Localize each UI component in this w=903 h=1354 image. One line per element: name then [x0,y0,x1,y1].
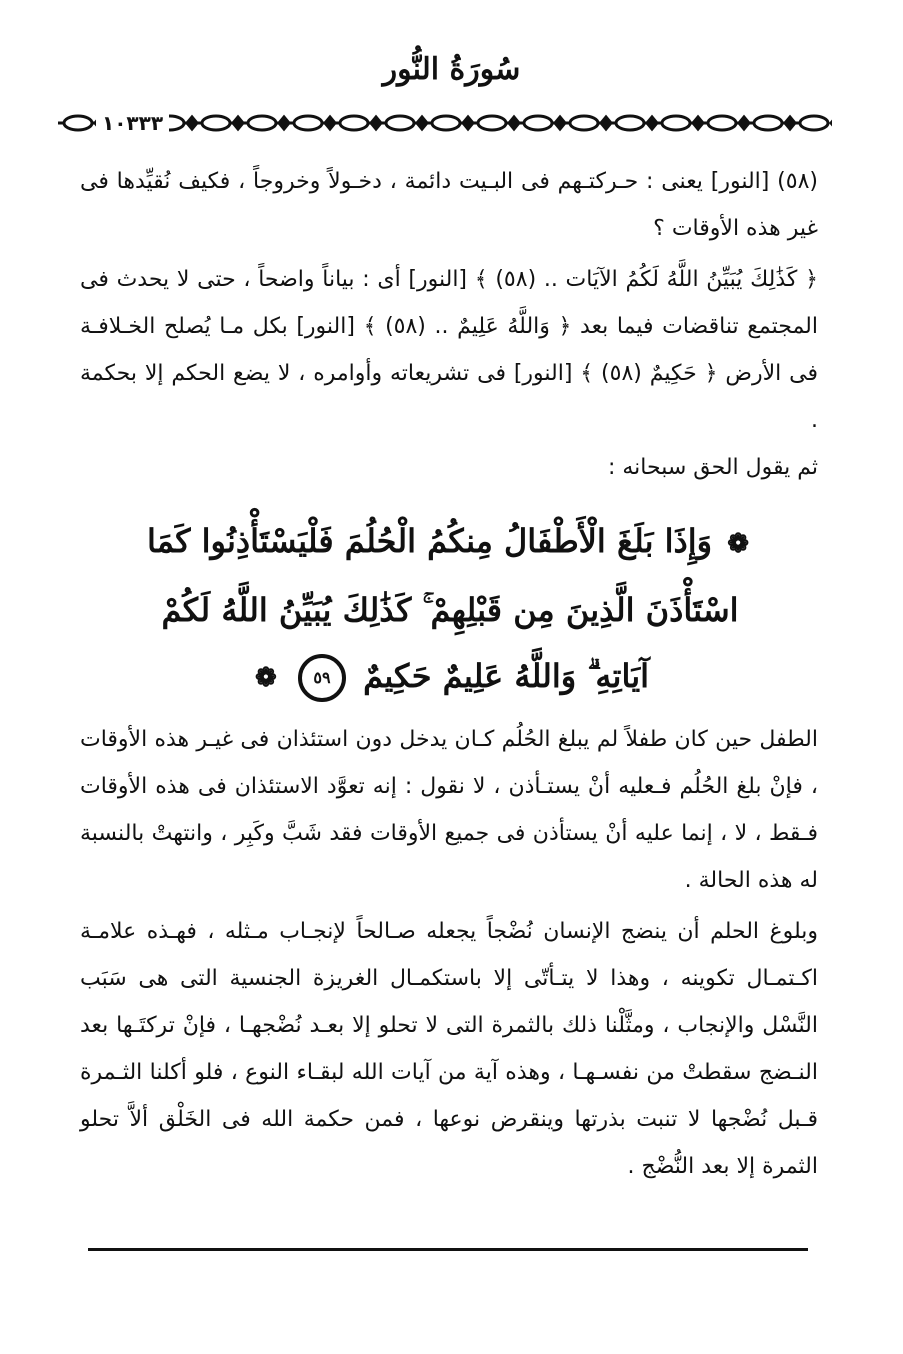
ornament-oval [708,116,736,130]
ornament-oval [64,116,92,130]
ornament-oval [432,116,460,130]
rosette-icon: ❁ [727,528,750,559]
ornament-oval [202,116,230,130]
paragraph-3: ثم يقول الحق سبحانه : [607,455,818,480]
ornament-oval [754,116,782,130]
ornament-diamond [187,117,197,129]
ornament-diamond [325,117,335,129]
ornament-diamond [509,117,519,129]
ornament-oval [294,116,322,130]
ornament-diamond [601,117,611,129]
ornament-diamond [647,117,657,129]
footer-rule [88,1248,808,1251]
ornament-oval [386,116,414,130]
paragraph-5: وبلوغ الحلم أن ينضج الإنسان نُضْجاً يجعله صـالحاً لإنجـاب مـثله ، فهـذه علامـة اكـتمـال تكوينه ، وهذا لا يتـأتّى إلا باستكمـال الغريزة الجنسية التى هى سَبَب النَّسْل والإنجاب ، ومثَّلْنا ذلك بالثمرة التى لا تحلو إلا بعـد نُضْجهـا ، فإنْ تركتَـها بعد النـضج سقطتْ من نفسـهـا ، وهذه آية من آيات الله لبقـاء النوع ، فلو أكلنا الثـمرة قـبل نُضْجها لا تنبت بذرتها وينقرض نوعها ، فمن حكمة الله فى الخَلْق ألاَّ تحلو الثمرة إلا بعد النُّضْج . [80,919,818,1179]
rosette-icon: ❁ [255,663,277,693]
ornament-oval [800,116,828,130]
ornament-diamond [371,117,381,129]
ornament-diamond [693,117,703,129]
verse-text: وَإِذَا بَلَغَ الْأَطْفَالُ مِنكُمُ الْحُلُمَ فَلْيَسْتَأْذِنُوا كَمَا اسْتَأْذَنَ الَّذِينَ مِن قَبْلِهِمْ ۚ كَذَٰلِكَ يُبَيِّنُ اللَّهُ لَكُمْ آيَاتِهِ ۗ وَاللَّهُ عَلِيمٌ حَكِيمٌ [146,522,739,695]
ornament-oval [662,116,690,130]
paragraph-4: الطفل حين كان طفلاً لم يبلغ الحُلُم كـان يدخل دون استئذان فى غيـر هذه الأوقات ، فإنْ بلغ الحُلُم فـعليه أنْ يستـأذن ، لا نقول : إنه تعوَّد الاستئذان فى هذه الأوقات فـقط ، لا ، إنما عليه أنْ يستأذن فى جميع الأوقات فقد شَبَّ وكَبِر ، وانتهتْ بالنسبة له هذه الحالة . [80,727,818,893]
quran-verse [140,508,760,711]
ornament-diamond [739,117,749,129]
surah-title: سُورَةُ النُّور [382,52,521,87]
ornament-diamond [417,117,427,129]
ornament-oval [478,116,506,130]
ornament-diamond [279,117,289,129]
verse-number-badge: ٥٩ [298,654,346,702]
ornament-oval [248,116,276,130]
paragraph-1: (٥٨) [النور] يعنى : حـركتـهم فى البـيت دائمة ، دخـولاً وخروجاً ، فكيف نُقيِّدها فى غير هذه الأوقات ؟ [80,169,818,241]
ornament-diamond [831,117,832,129]
page-number: ١٠٣٣٣ [96,111,169,135]
ornament-diamond [555,117,565,129]
ornament-diamond [233,117,243,129]
paragraph-2: ﴿ كَذَٰلِكَ يُبَيِّنُ اللَّهُ لَكُمُ الآيَات .. (٥٨) ﴾ [النور] أى : بياناً واضحاً ، حتى لا يحدث فى المجتمع تناقضات فيما بعد ﴿ وَاللَّهُ عَلِيمٌ .. (٥٨) ﴾ [النور] بكل مـا يُصلح الخـلافـة فى الأرض ﴿ حَكِيمٌ (٥٨) ﴾ [النور] فى تشريعاته وأوامره ، لا يضع الحكم إلا بحكمة . [80,267,818,433]
ornament-oval [570,116,598,130]
ornament-oval [616,116,644,130]
ornament-oval [340,116,368,130]
ornament-oval [524,116,552,130]
ornament-diamond [785,117,795,129]
ornament-diamond [463,117,473,129]
